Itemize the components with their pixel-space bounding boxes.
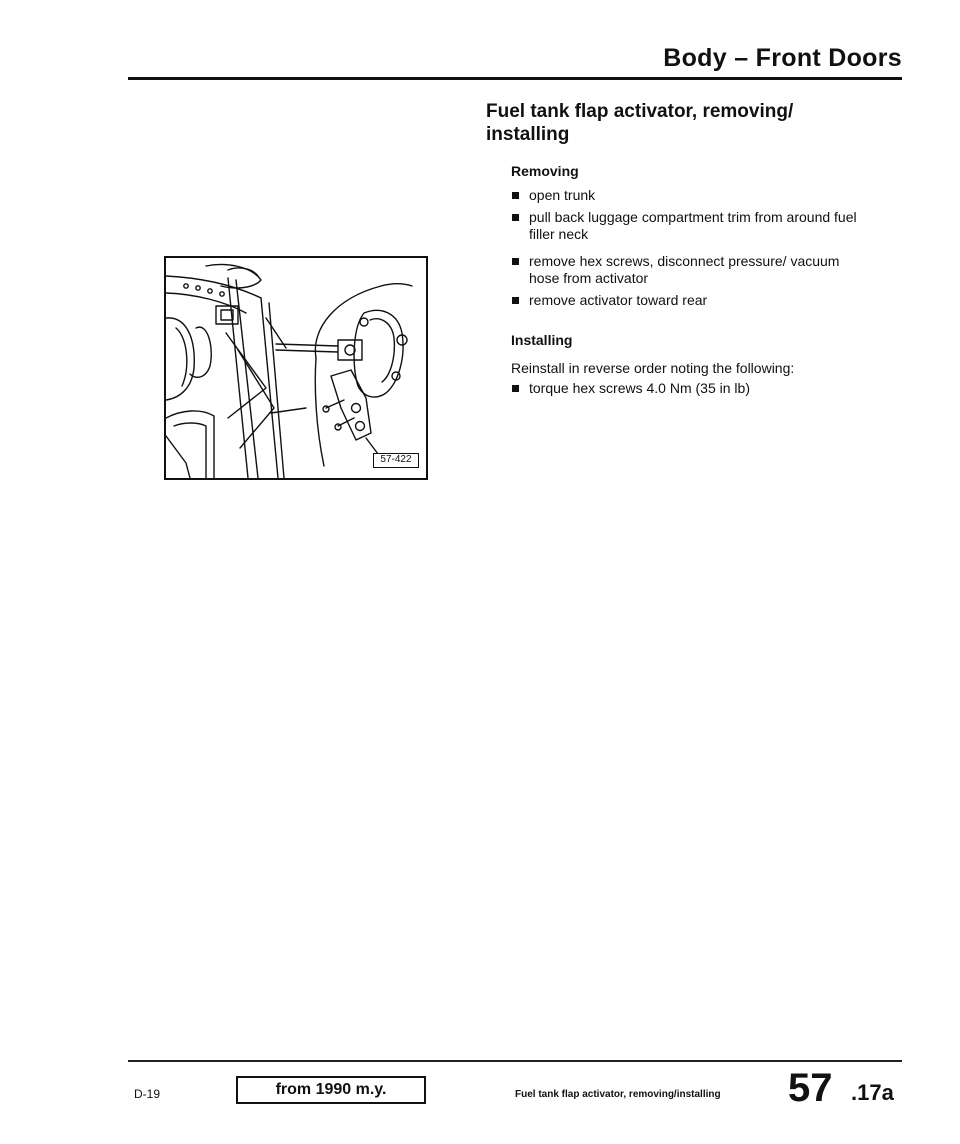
header-rule [128, 77, 902, 80]
list-item: remove hex screws, disconnect pressure/ vacuum hose from activator [511, 253, 871, 287]
page-code: D-19 [134, 1087, 161, 1101]
footer-caption: Fuel tank flap activator, removing/installing [515, 1089, 721, 1100]
activator-drawing [166, 258, 426, 478]
page-number: 57 [788, 1066, 833, 1110]
list-item: pull back luggage compartment trim from around fuel filler neck [511, 209, 871, 243]
activator-illustration [164, 256, 428, 480]
model-year-badge: from 1990 m.y. [236, 1076, 426, 1104]
page-number-suffix: .17a [851, 1080, 894, 1105]
list-item: torque hex screws 4.0 Nm (35 in lb) [511, 380, 881, 396]
installing-heading: Installing [511, 332, 573, 348]
header-title: Body – Front Doors [663, 44, 902, 72]
list-item: open trunk [511, 187, 871, 204]
list-item: remove activator toward rear [511, 292, 871, 309]
section-title: Fuel tank flap activator, removing/ installing [486, 101, 794, 145]
footer-rule [128, 1060, 902, 1062]
installing-intro: Reinstall in reverse order noting the following: [511, 360, 795, 376]
figure-reference-number: 57-422 [373, 453, 419, 468]
removing-steps [511, 187, 871, 314]
removing-heading: Removing [511, 163, 579, 179]
installing-steps [511, 380, 881, 396]
